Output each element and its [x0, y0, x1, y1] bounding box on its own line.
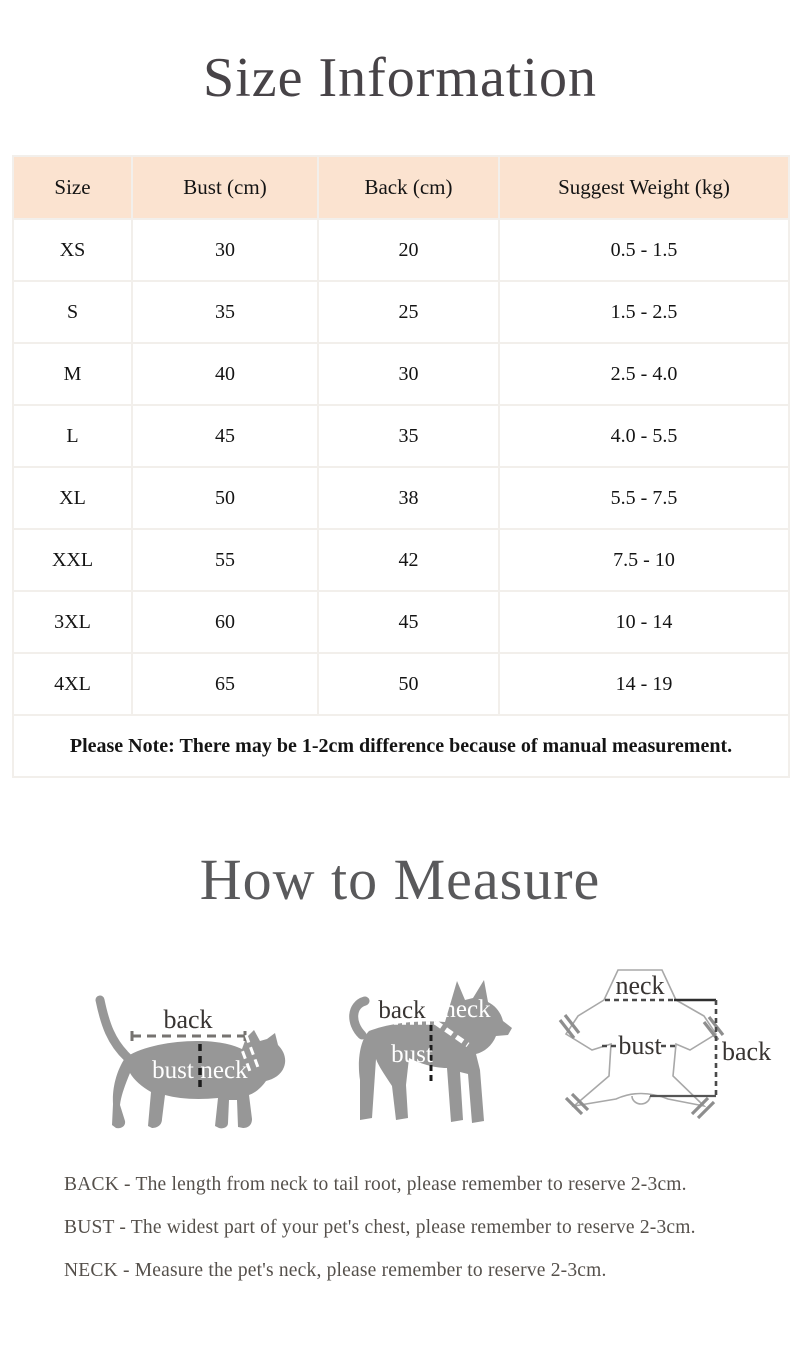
how-to-measure-title: How to Measure [199, 847, 601, 912]
table-row-m [13, 343, 789, 405]
bust-cell: 40 [132, 343, 318, 405]
weight-cell: 14 - 19 [499, 653, 789, 715]
bust-column-header: Bust (cm) [132, 156, 318, 219]
bust-cell: 55 [132, 529, 318, 591]
size-cell: S [13, 281, 132, 343]
weight-cell: 10 - 14 [499, 591, 789, 653]
back-cell: 20 [318, 219, 499, 281]
measure-notes [64, 1168, 764, 1297]
measure-note-bust: BUST - The widest part of your pet's chest, please remember to reserve 2-3cm. [64, 1217, 696, 1238]
bust-cell: 35 [132, 281, 318, 343]
size-cell: 3XL [13, 591, 132, 653]
cat-neck-label: neck [200, 1057, 248, 1084]
bust-cell: 45 [132, 405, 318, 467]
size-table [12, 155, 790, 778]
bust-cell: 30 [132, 219, 318, 281]
bust-cell: 65 [132, 653, 318, 715]
weight-cell: 1.5 - 2.5 [499, 281, 789, 343]
back-cell: 38 [318, 467, 499, 529]
size-cell: M [13, 343, 132, 405]
dog-figure [345, 973, 525, 1133]
cat-tail [100, 1000, 128, 1058]
garment-figure [552, 958, 772, 1124]
measurement-note: Please Note: There may be 1-2cm difference because of manual measurement. [13, 715, 789, 777]
weight-cell: 7.5 - 10 [499, 529, 789, 591]
table-row-xl [13, 467, 789, 529]
table-row-l [13, 405, 789, 467]
table-row-xxl [13, 529, 789, 591]
weight-column-header: Suggest Weight (kg) [499, 156, 789, 219]
size-table-header-row [13, 156, 789, 219]
size-cell: XXL [13, 529, 132, 591]
back-cell: 45 [318, 591, 499, 653]
table-row-3xl [13, 591, 789, 653]
table-row-4xl [13, 653, 789, 715]
weight-cell: 2.5 - 4.0 [499, 343, 789, 405]
back-cell: 25 [318, 281, 499, 343]
measure-diagram [0, 955, 800, 1150]
dog-tail [354, 1001, 365, 1035]
measure-note-neck: NECK - Measure the pet's neck, please remember to reserve 2-3cm. [64, 1260, 607, 1281]
back-cell: 35 [318, 405, 499, 467]
measure-note-back: BACK - The length from neck to tail root, please remember to reserve 2-3cm. [64, 1174, 687, 1195]
dog-neck-label: neck [443, 996, 491, 1023]
bust-cell: 50 [132, 467, 318, 529]
back-cell: 42 [318, 529, 499, 591]
table-note-row [13, 715, 789, 777]
cat-figure [85, 988, 295, 1136]
garment-tail-notch [632, 1096, 650, 1104]
size-cell: XL [13, 467, 132, 529]
size-cell: XS [13, 219, 132, 281]
garment-back-label: back [722, 1037, 772, 1066]
weight-cell: 4.0 - 5.5 [499, 405, 789, 467]
back-cell: 30 [318, 343, 499, 405]
size-cell: L [13, 405, 132, 467]
bust-cell: 60 [132, 591, 318, 653]
size-cell: 4XL [13, 653, 132, 715]
size-info-title: Size Information [203, 47, 597, 109]
cat-bust-label: bust [152, 1057, 194, 1084]
garment-neck-label: neck [615, 971, 665, 1000]
cat-back-label: back [163, 1005, 213, 1034]
table-row-s [13, 281, 789, 343]
weight-cell: 5.5 - 7.5 [499, 467, 789, 529]
back-cell: 50 [318, 653, 499, 715]
dog-bust-label: bust [391, 1041, 433, 1068]
back-column-header: Back (cm) [318, 156, 499, 219]
dog-back-label: back [378, 997, 426, 1024]
weight-cell: 0.5 - 1.5 [499, 219, 789, 281]
table-row-xs [13, 219, 789, 281]
garment-bust-label: bust [618, 1031, 662, 1060]
size-column-header: Size [13, 156, 132, 219]
